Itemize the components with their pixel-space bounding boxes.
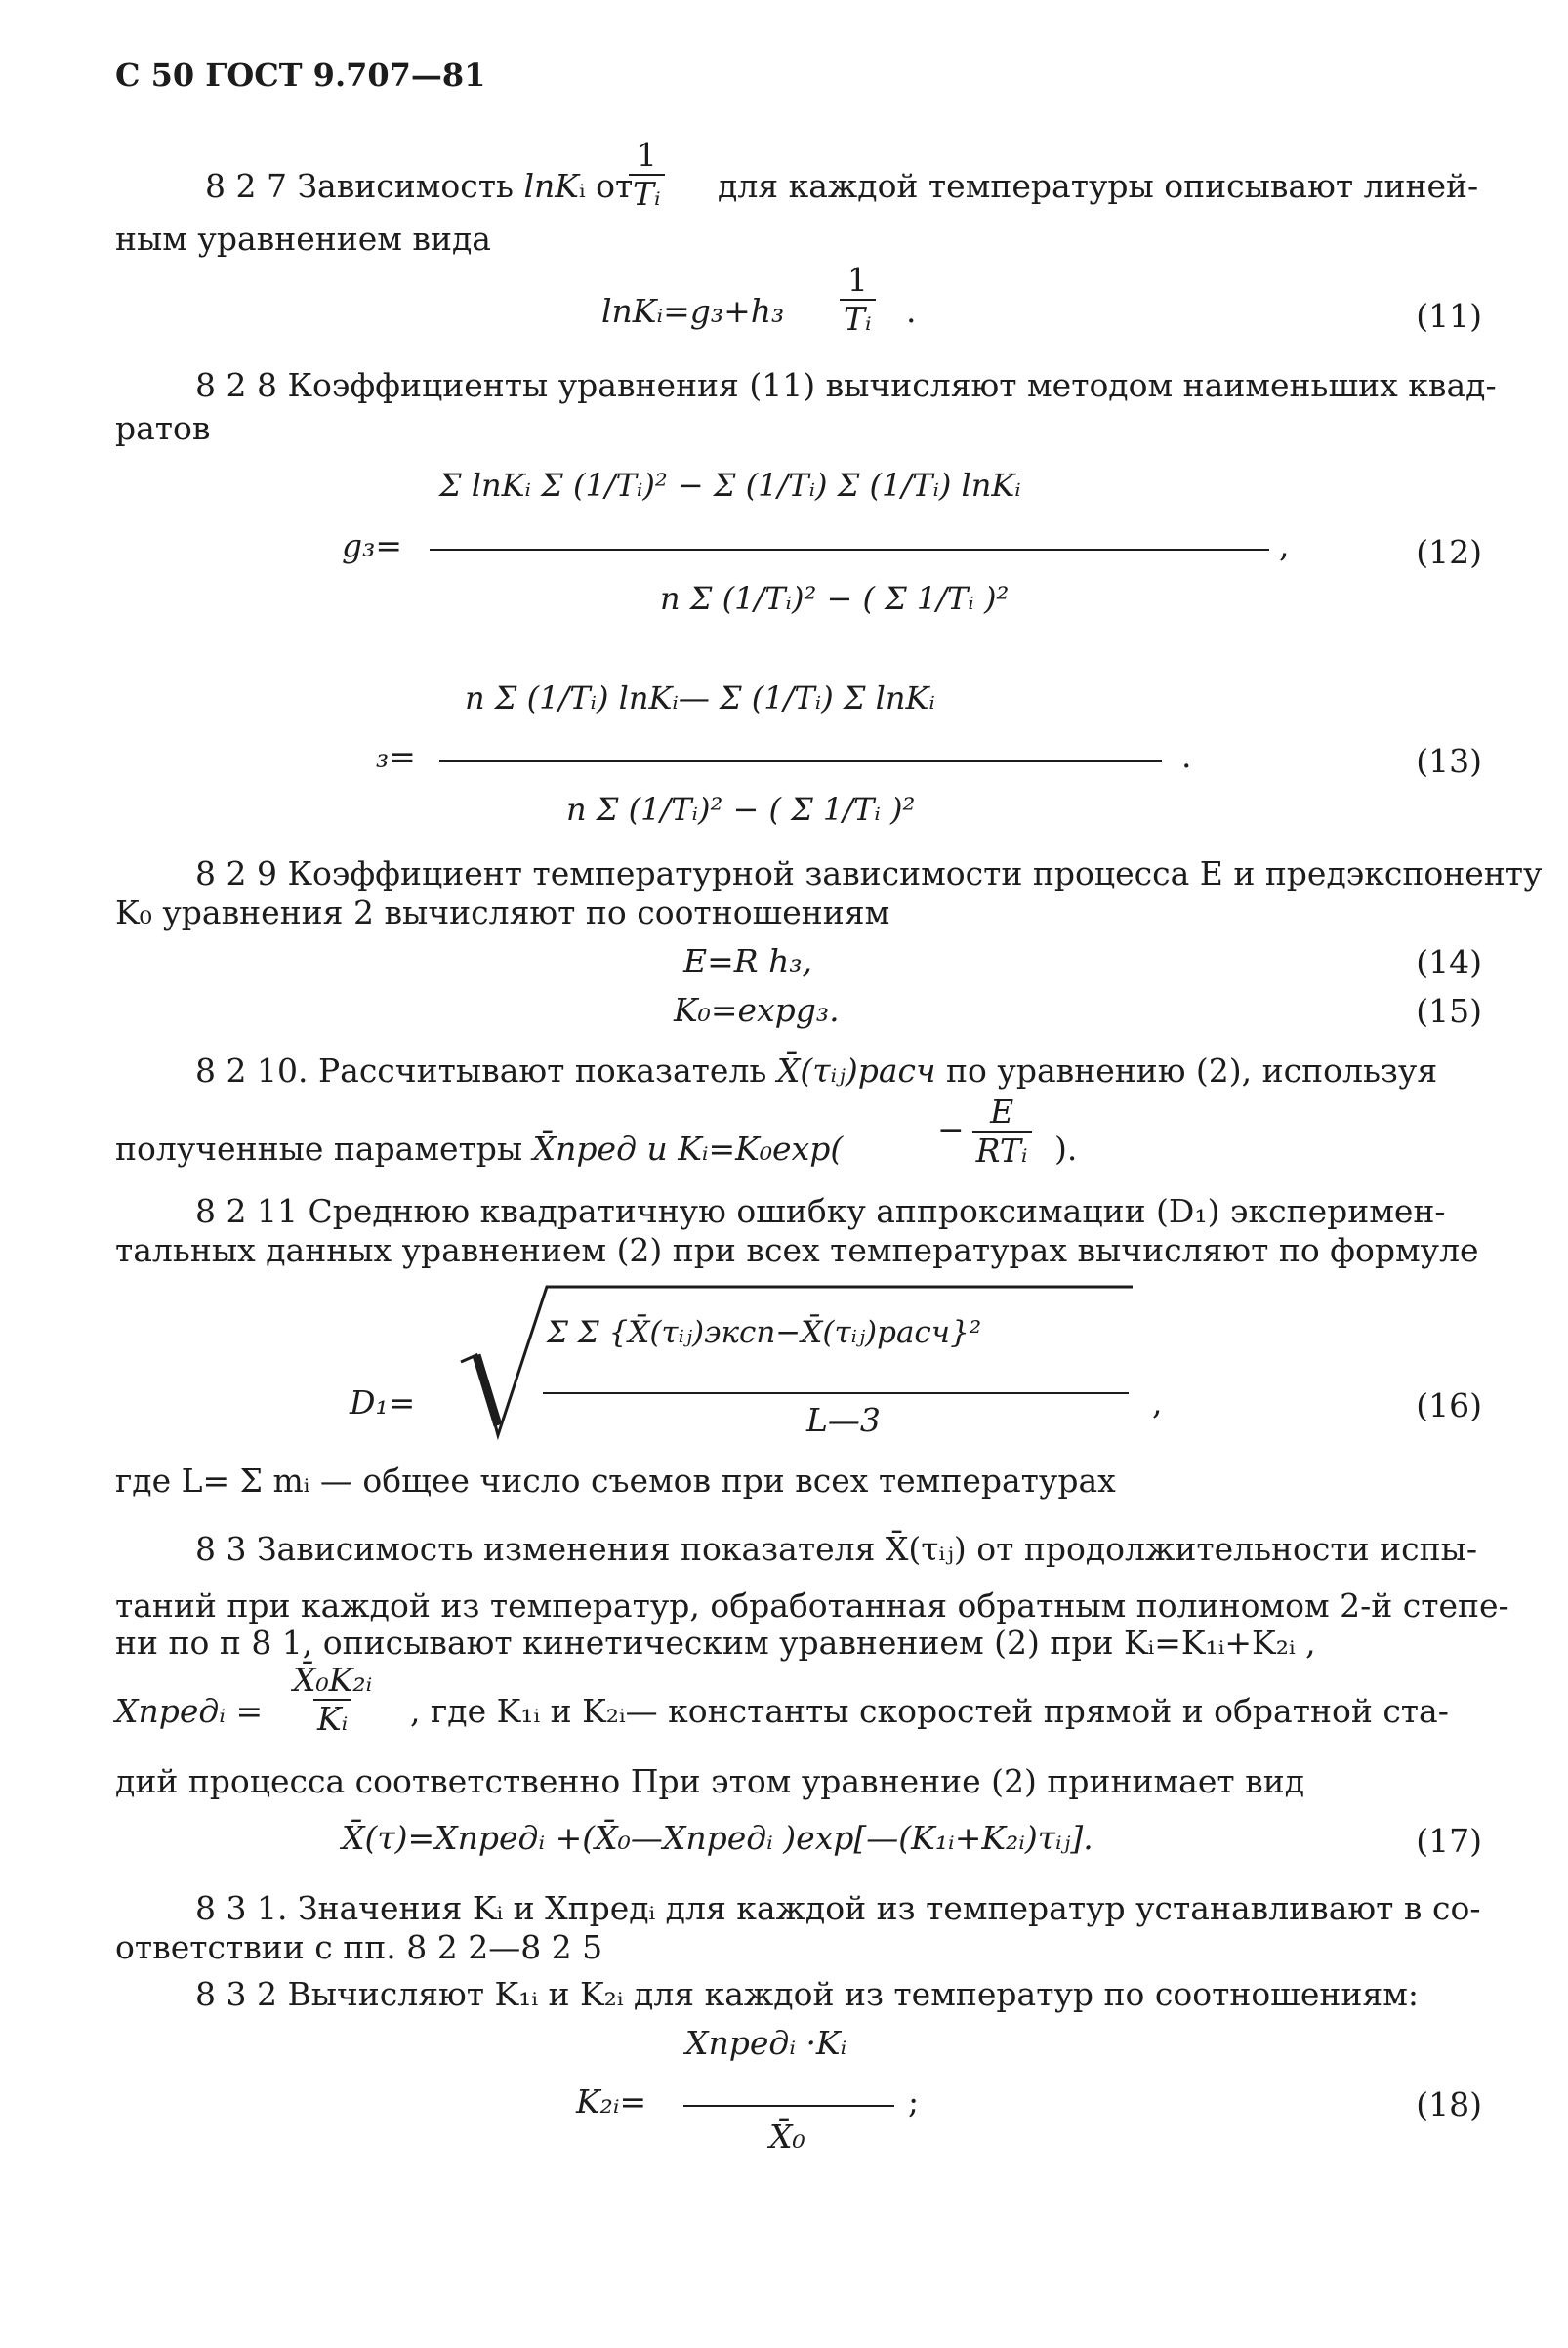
para-828-line1: 8 2 8 Коэффициенты уравнения (11) вычисляют методом наименьших квад-	[195, 366, 1497, 404]
eq18-numerator: Xпредᵢ ·Kᵢ	[685, 2024, 847, 2062]
eq15-text: K₀=expg₃.	[674, 991, 840, 1029]
para-831-line2: ответствии с пп. 8 2 2—8 2 5	[115, 1928, 603, 1966]
para-8211-line1: 8 2 11 Среднюю квадратичную ошибку аппроксимации (D₁) эксперимен-	[195, 1192, 1446, 1230]
para-83-line4b: , где K₁ᵢ и K₂ᵢ— константы скоростей прямой и обратной ста-	[410, 1692, 1449, 1730]
para-832-line1: 8 3 2 Вычисляют K₁ᵢ и K₂ᵢ для каждой из температур по соотношениям:	[195, 1975, 1419, 2013]
para-827-text-d: для каждой температуры описывают линей-	[718, 167, 1479, 205]
eq14-number: (14)	[1416, 943, 1482, 981]
frac-den: Tᵢ	[629, 174, 665, 213]
frac-num: 1	[846, 261, 868, 299]
where-L-line: где L= Σ mᵢ — общее число съемов при всех температурах	[115, 1462, 1116, 1500]
para-83-line2: таний при каждой из температур, обработанная обратным полиномом 2-й степе-	[115, 1586, 1509, 1625]
para-8210-xpred: X̄пред	[532, 1130, 637, 1168]
sqrt-sign-icon	[459, 1279, 1142, 1445]
eq11-fraction	[836, 262, 880, 338]
para-8210-text-a: 8 2 10. Рассчитывают показатель	[195, 1051, 777, 1090]
para-827-line1	[205, 168, 633, 205]
eq18-tail: ;	[908, 2082, 920, 2121]
eq18-number: (18)	[1416, 2085, 1482, 2123]
eq16-numerator: Σ Σ {X̄(τᵢⱼ)эксп−X̄(τᵢⱼ)расч}²	[547, 1315, 982, 1350]
para-827-text-c: ᵢ от	[578, 167, 634, 205]
frac-den: Tᵢ	[840, 299, 876, 338]
eq12-fraction-bar	[430, 549, 1269, 551]
para-83-xpred: Xпредᵢ =	[115, 1692, 264, 1730]
frac-num: 1	[636, 136, 657, 174]
eq16-lhs: D₁=	[350, 1383, 416, 1421]
eq17-text: X̄(τ)=Xпредᵢ +(X̄₀—Xпредᵢ )exp[—(K₁ᵢ+K₂ᵢ)τᵢⱼ].	[342, 1819, 1093, 1857]
para-83-line1: 8 3 Зависимость изменения показателя X̄(τᵢⱼ) от продолжительности испы-	[195, 1530, 1478, 1568]
para-8210-xrasch: X̄(τᵢⱼ)расч	[776, 1051, 936, 1090]
para-831-line1: 8 3 1. Значения Kᵢ и Xпредᵢ для каждой из температур устанавливают в со-	[195, 1889, 1481, 1927]
eq13-fraction-bar	[439, 760, 1162, 762]
eq13-numerator: n Σ (1/Tᵢ) lnKᵢ— Σ (1/Tᵢ) Σ lnKᵢ	[465, 680, 935, 717]
para-8210-line1	[195, 1052, 1437, 1090]
para-829-line1: 8 2 9 Коэффициент температурной зависимости процесса E и предэкспоненту	[195, 854, 1543, 892]
eq11-lhs: lnKᵢ=g₃+h₃	[601, 292, 785, 330]
eq12-tail: ,	[1279, 526, 1290, 564]
eq16-number: (16)	[1416, 1386, 1482, 1424]
eq14-text: E=R h₃,	[683, 942, 813, 980]
eq15-number: (15)	[1416, 992, 1482, 1030]
eq12-lhs: g₃=	[342, 526, 403, 564]
eq16-tail: ,	[1152, 1383, 1163, 1421]
para-8210-text-2a: полученные параметры	[115, 1130, 533, 1168]
para-83-fraction	[285, 1662, 380, 1738]
para-8210-fraction: − $\frac{E}{\text{RTᵢ}}$	[937, 1093, 1036, 1170]
para-8211-line2: тальных данных уравнением (2) при всех температурах вычисляют по формуле	[115, 1231, 1479, 1269]
eq16-denominator: L—3	[806, 1401, 881, 1439]
eq16-fraction-bar	[543, 1392, 1129, 1394]
eq11-tail: .	[906, 292, 917, 330]
para-828-line2: ратов	[115, 409, 211, 447]
para-8210-tail: ).	[1054, 1130, 1078, 1168]
eq13-lhs: ₃=	[376, 737, 416, 775]
page-header: С 50 ГОСТ 9.707—81	[115, 57, 486, 94]
para-83-line3: ни по п 8 1, описывают кинетическим уравнением (2) при Kᵢ=K₁ᵢ+K₂ᵢ ,	[115, 1624, 1316, 1662]
para-8210-line2	[115, 1131, 843, 1168]
para-829-line2: K₀ уравнения 2 вычисляют по соотношениям	[115, 893, 890, 931]
para-8210-kexp: и Kᵢ=K₀exp(	[637, 1130, 844, 1168]
para-827-lnk: lnK	[523, 167, 579, 205]
para-827-line2: ным уравнением вида	[115, 220, 491, 258]
eq12-numerator: Σ lnKᵢ Σ (1/Tᵢ)² − Σ (1/Tᵢ) Σ (1/Tᵢ) lnKᵢ	[439, 467, 1021, 504]
eq13-tail: .	[1181, 737, 1192, 775]
para-83-line5: дий процесса соответственно При этом уравнение (2) принимает вид	[115, 1762, 1305, 1800]
eq18-lhs: K₂ᵢ=	[576, 2082, 647, 2121]
eq17-number: (17)	[1416, 1822, 1482, 1860]
frac-num: X̄₀K₂ᵢ	[293, 1661, 373, 1699]
eq18-denominator: X̄₀	[769, 2118, 805, 2156]
eq11-number: (11)	[1416, 297, 1482, 335]
eq13-denominator: n Σ (1/Tᵢ)² − ( Σ 1/Tᵢ )²	[566, 791, 916, 828]
eq12-denominator: n Σ (1/Tᵢ)² − ( Σ 1/Tᵢ )²	[660, 580, 1010, 617]
frac-den: Kᵢ	[313, 1699, 351, 1738]
eq12-number: (12)	[1416, 533, 1482, 571]
eq18-fraction-bar	[683, 2105, 894, 2107]
para-827-text-a: 8 2 7 Зависимость	[205, 167, 524, 205]
eq13-number: (13)	[1416, 742, 1482, 780]
frac-den: RTᵢ	[972, 1131, 1032, 1170]
para-827-fraction	[625, 137, 669, 213]
frac-num: E	[990, 1092, 1014, 1131]
para-8210-text-c: по уравнению (2), используя	[935, 1051, 1438, 1090]
